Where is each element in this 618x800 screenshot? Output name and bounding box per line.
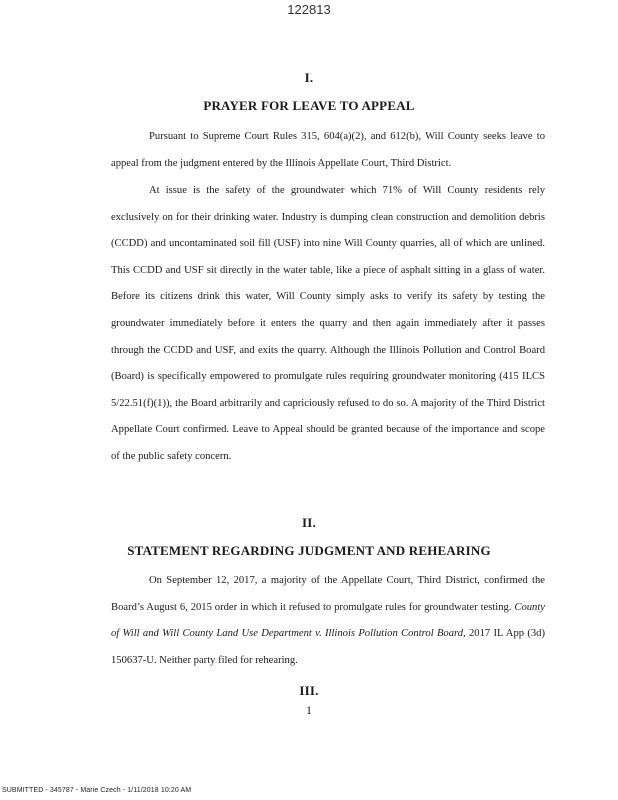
section-3-numeral: III. (299, 683, 319, 698)
paragraph-text: On September 12, 2017, a majority of the Appellate Court, Third District, confirmed the Board’s August 6, 2015 order in which it refused to promulgate rules for groundwater testing. (111, 575, 545, 613)
section-2-title: STATEMENT REGARDING JUDGMENT AND REHEARING (127, 543, 491, 558)
page-number: 1 (306, 703, 312, 717)
section-1-title: PRAYER FOR LEAVE TO APPEAL (203, 98, 415, 113)
section-2-paragraph (111, 568, 545, 674)
section-1-numeral: I. (304, 70, 314, 85)
submission-footer: SUBMITTED - 345787 - Marie Czech - 1/11/2018 10:20 AM (2, 787, 192, 794)
section-2-numeral: II. (302, 515, 316, 530)
case-citation: County of Will and Will County Land Use Department v. Illinois Pollution Control Board, (111, 601, 545, 640)
paragraph-text-end: 2017 IL App (3d) 150637-U. Neither party filed for rehearing. (111, 628, 545, 666)
document-number: 122813 (287, 2, 331, 17)
section-1-paragraph-1: Pursuant to Supreme Court Rules 315, 604(a)(2), and 612(b), Will County seeks leave to appeal from the judgment entered by the Illinois Appellate Court, Third District. (111, 131, 545, 169)
section-1-paragraph-2: At issue is the safety of the groundwater which 71% of Will County residents rely exclusively on for their drinking water. Industry is dumping clean construction and demolition debris (CCDD) and uncontaminated soil fill (USF) into nine Will County quarries, all of which are unlined. This CCDD and USF sit directly in the water table, like a piece of asphalt sitting in a glass of water. Before its citizens drink this water, Will County simply asks to verify its safety by testing the groundwater immediately before it enters the quarry and then again immediately after it passes through the CCDD and USF, and exits the quarry. Although the Illinois Pollution and Control Board (Board) is specifically empowered to promulgate rules requiring groundwater monitoring (415 ILCS 5/22.51(f)(1)), the Board arbitrarily and capriciously refused to do so. A majority of the Third District Appellate Court confirmed. Leave to Appeal should be granted because of the importance and scope of the public safety concern. (111, 185, 545, 462)
